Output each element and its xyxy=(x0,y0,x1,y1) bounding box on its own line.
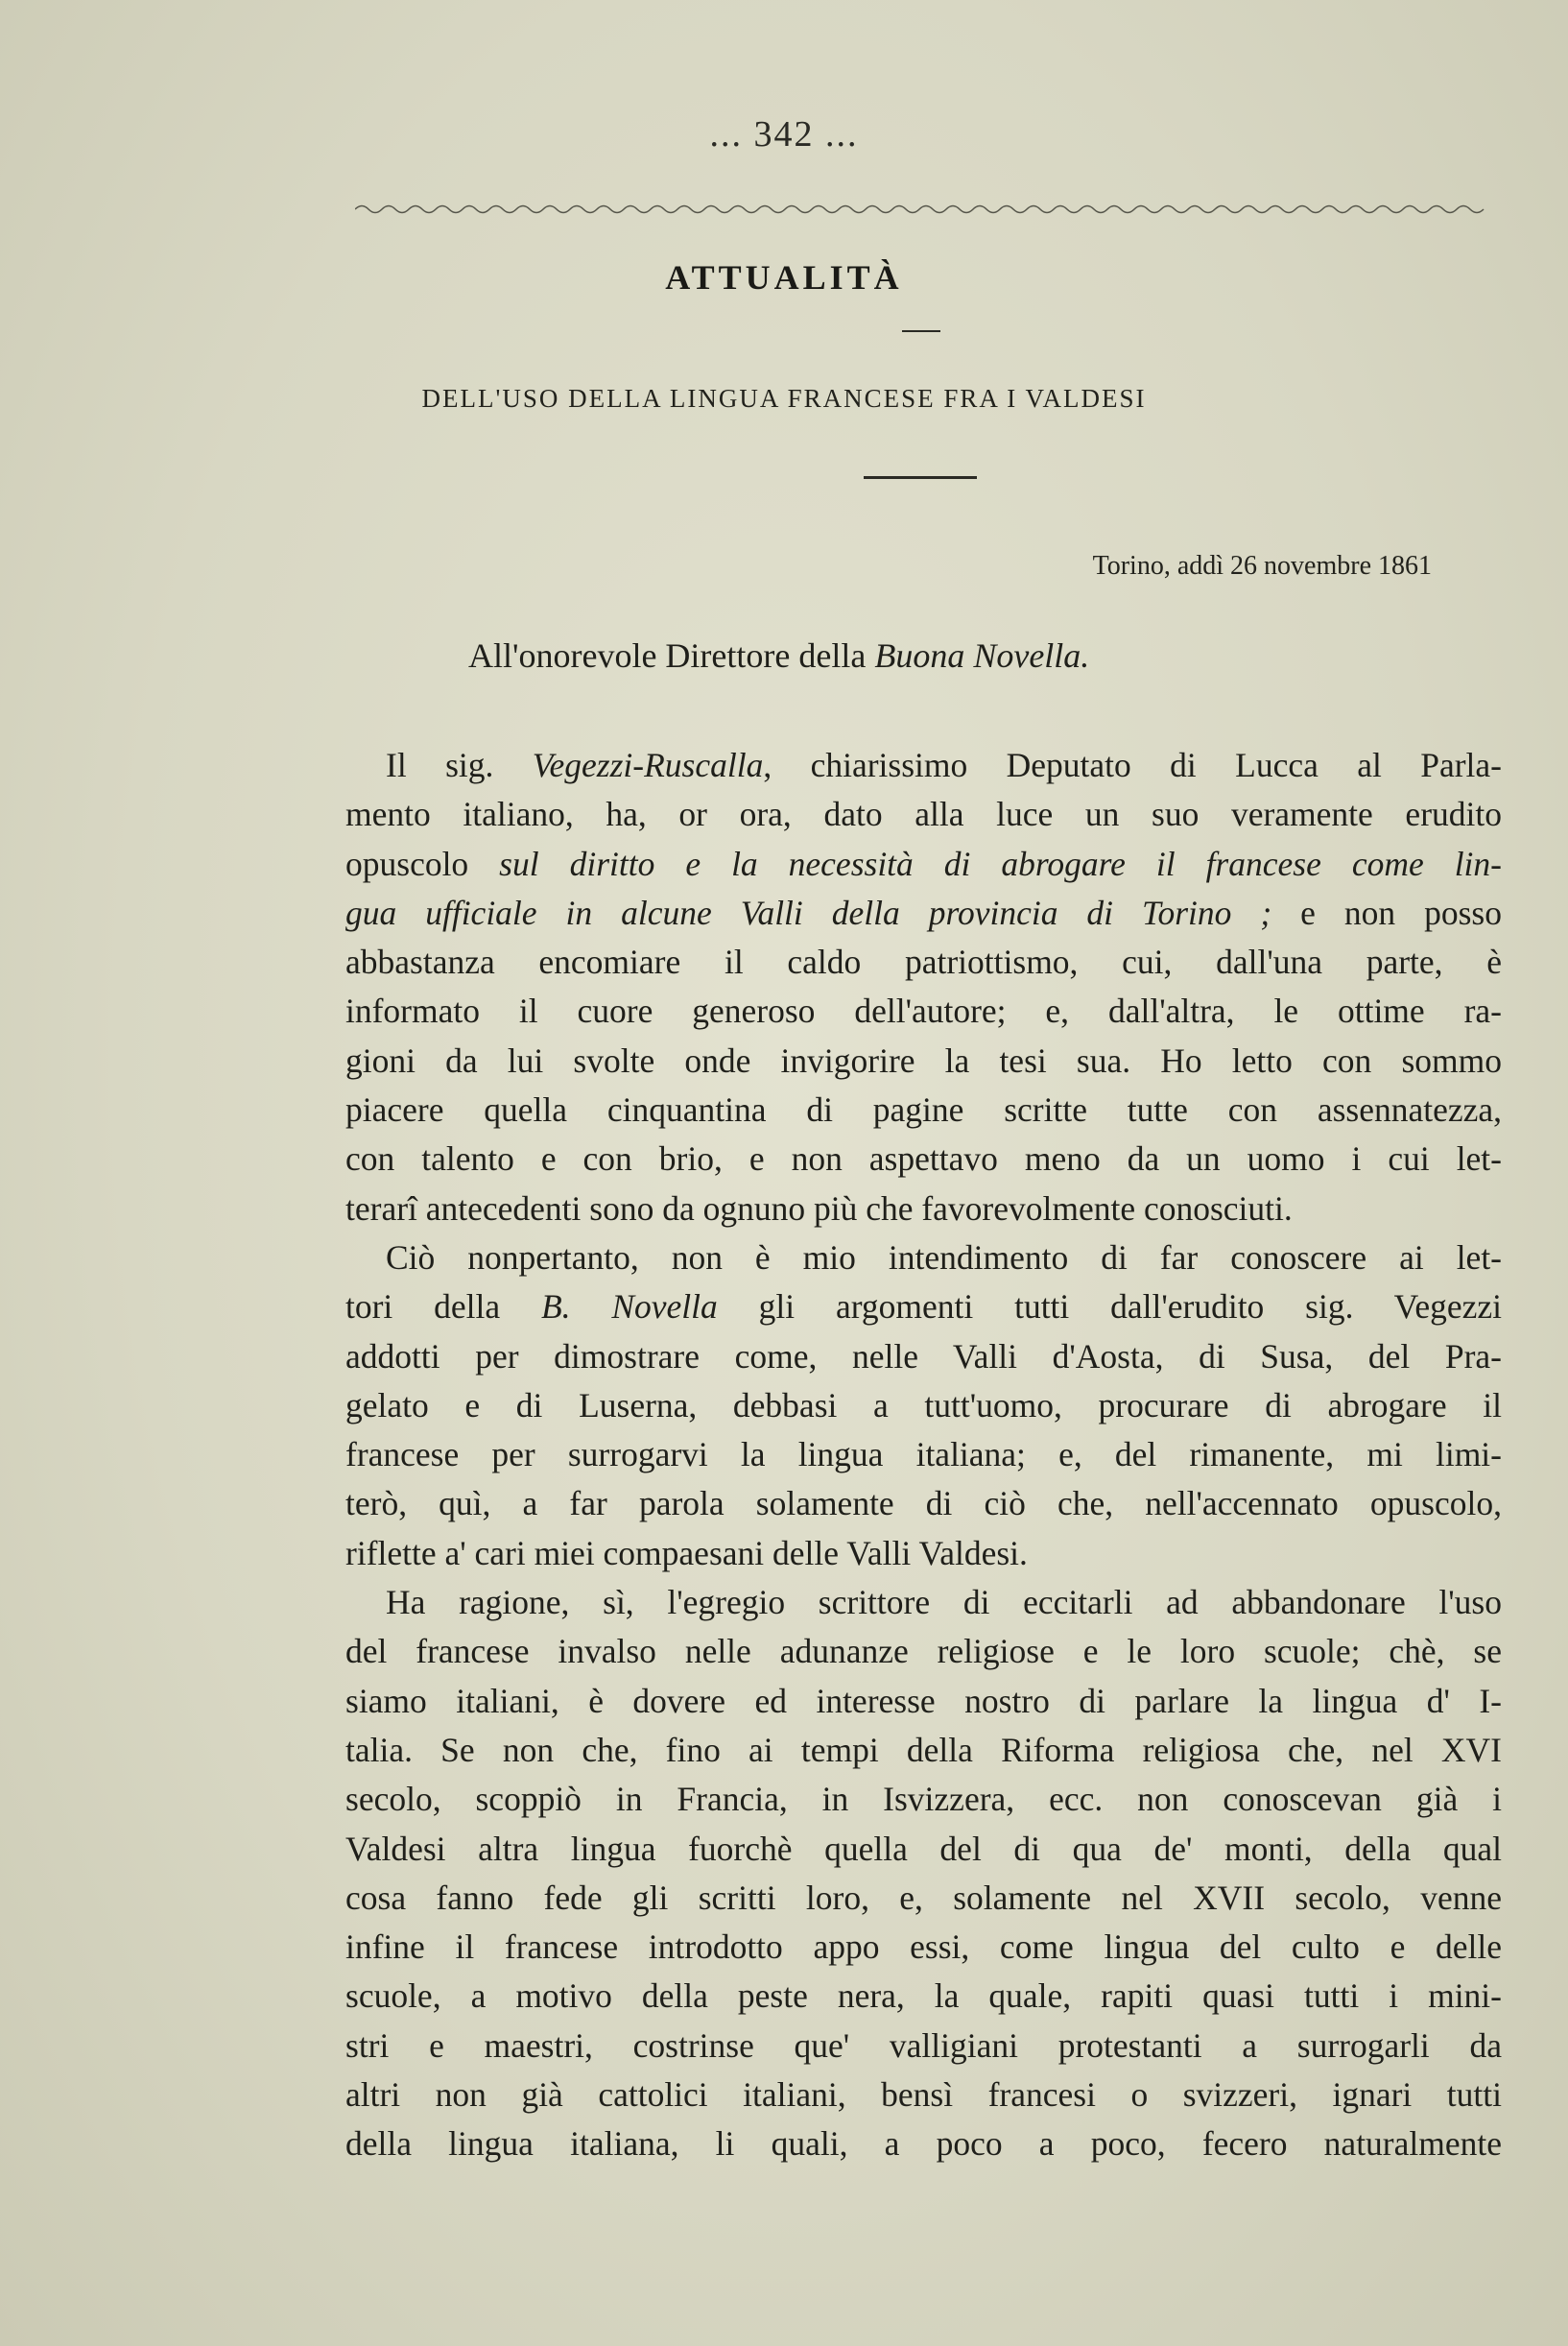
text-line xyxy=(345,1282,1502,1331)
italic-title: gua ufficiale in alcune Valli della provincia di Torino ; xyxy=(345,893,1272,932)
text-fragment: e non posso xyxy=(1271,893,1502,932)
italic-title: sul diritto e la necessità di abrogare il francese come lin- xyxy=(499,844,1502,883)
text-line: abbastanza encomiare il caldo patriottismo, cui, dall'una parte, è xyxy=(345,943,1502,982)
text-line: Ha ragione, sì, l'egregio scrittore di eccitarli ad abbandonare l'uso xyxy=(386,1583,1502,1622)
text-line: siamo italiani, è dovere ed interesse nostro di parlare la lingua d' I- xyxy=(345,1681,1502,1720)
text-line: scuole, a motivo della peste nera, la quale, rapiti quasi tutti i mini- xyxy=(345,1976,1502,2016)
short-rule xyxy=(902,330,940,332)
text-line: Ciò nonpertanto, non è mio intendimento di far conoscere ai let- xyxy=(386,1237,1502,1277)
text-line xyxy=(345,741,1502,790)
text-line: riflette a' cari miei compaesani delle Valli Valdesi. xyxy=(345,1533,1028,1572)
text-line: con talento e con brio, e non aspettavo meno da un uomo i cui let- xyxy=(345,1139,1502,1179)
text-fragment: tori della xyxy=(345,1287,541,1327)
body-text xyxy=(345,741,1502,2169)
text-line: gelato e di Luserna, debbasi a tutt'uomo, procurare di abrogare il xyxy=(345,1385,1502,1424)
text-line: informato il cuore generoso dell'autore; e, dall'altra, le ottime ra- xyxy=(345,992,1502,1031)
text-line: addotti per dimostrare come, nelle Valli d'Aosta, di Susa, del Pra- xyxy=(345,1336,1502,1376)
text-line xyxy=(345,840,1502,889)
salutation-italic: Buona Novella. xyxy=(874,636,1090,675)
text-line: infine il francese introdotto appo essi, come lingua del culto e delle xyxy=(345,1927,1502,1967)
text-line: cosa fanno fede gli scritti loro, e, solamente nel XVII secolo, venne xyxy=(345,1878,1502,1917)
text-line: della lingua italiana, li quali, a poco a poco, fecero naturalmente xyxy=(345,2124,1502,2164)
text-fragment: opuscolo xyxy=(345,844,500,883)
salutation xyxy=(468,635,1089,676)
text-line: stri e maestri, costrinse que' valligiani protestanti a surrogarli da xyxy=(345,2025,1502,2065)
text-line: mento italiano, ha, or ora, dato alla luce un suo veramente erudito xyxy=(345,795,1502,834)
text-line: altri non già cattolici italiani, bensì francesi o svizzeri, ignari tutti xyxy=(345,2075,1502,2115)
page-number: ... 342 ... xyxy=(709,114,859,155)
text-line: del francese invalso nelle adunanze religiose e le loro scuole; chè, se xyxy=(345,1632,1502,1671)
italic-name: B. Novella xyxy=(540,1287,718,1327)
text-line xyxy=(345,889,1502,938)
text-line: Valdesi altra lingua fuorchè quella del di qua de' monti, della qual xyxy=(345,1829,1502,1868)
section-title: ATTUALITÀ xyxy=(665,258,903,297)
wavy-divider xyxy=(355,200,1492,219)
text-line: talia. Se non che, fino ai tempi della Riforma religiosa che, nel XVI xyxy=(345,1730,1502,1769)
text-line: francese per surrogarvi la lingua italiana; e, del rimanente, mi limi- xyxy=(345,1435,1502,1474)
text-line: secolo, scoppiò in Francia, in Isvizzera, ecc. non conoscevan già i xyxy=(345,1780,1502,1819)
text-fragment: , chiarissimo Deputato di Lucca al Parla- xyxy=(763,746,1502,784)
text-line: piacere quella cinquantina di pagine scritte tutte con assennatezza, xyxy=(345,1090,1502,1130)
title-rule xyxy=(864,476,977,479)
article-subtitle: DELL'USO DELLA LINGUA FRANCESE FRA I VALDESI xyxy=(421,384,1147,413)
italic-name: Vegezzi-Ruscalla xyxy=(532,746,764,784)
text-line: terarî antecedenti sono da ognuno più che favorevolmente conosciuti. xyxy=(345,1188,1293,1228)
text-fragment: Il sig. xyxy=(386,746,533,784)
dateline: Torino, addì 26 novembre 1861 xyxy=(1092,551,1432,581)
text-fragment: gli argomenti tutti dall'erudito sig. Vegezzi xyxy=(717,1287,1502,1327)
salutation-text: All'onorevole Direttore della xyxy=(468,636,875,675)
text-line: terò, quì, a far parola solamente di ciò che, nell'accennato opuscolo, xyxy=(345,1484,1502,1523)
text-line: gioni da lui svolte onde invigorire la tesi sua. Ho letto con sommo xyxy=(345,1041,1502,1080)
